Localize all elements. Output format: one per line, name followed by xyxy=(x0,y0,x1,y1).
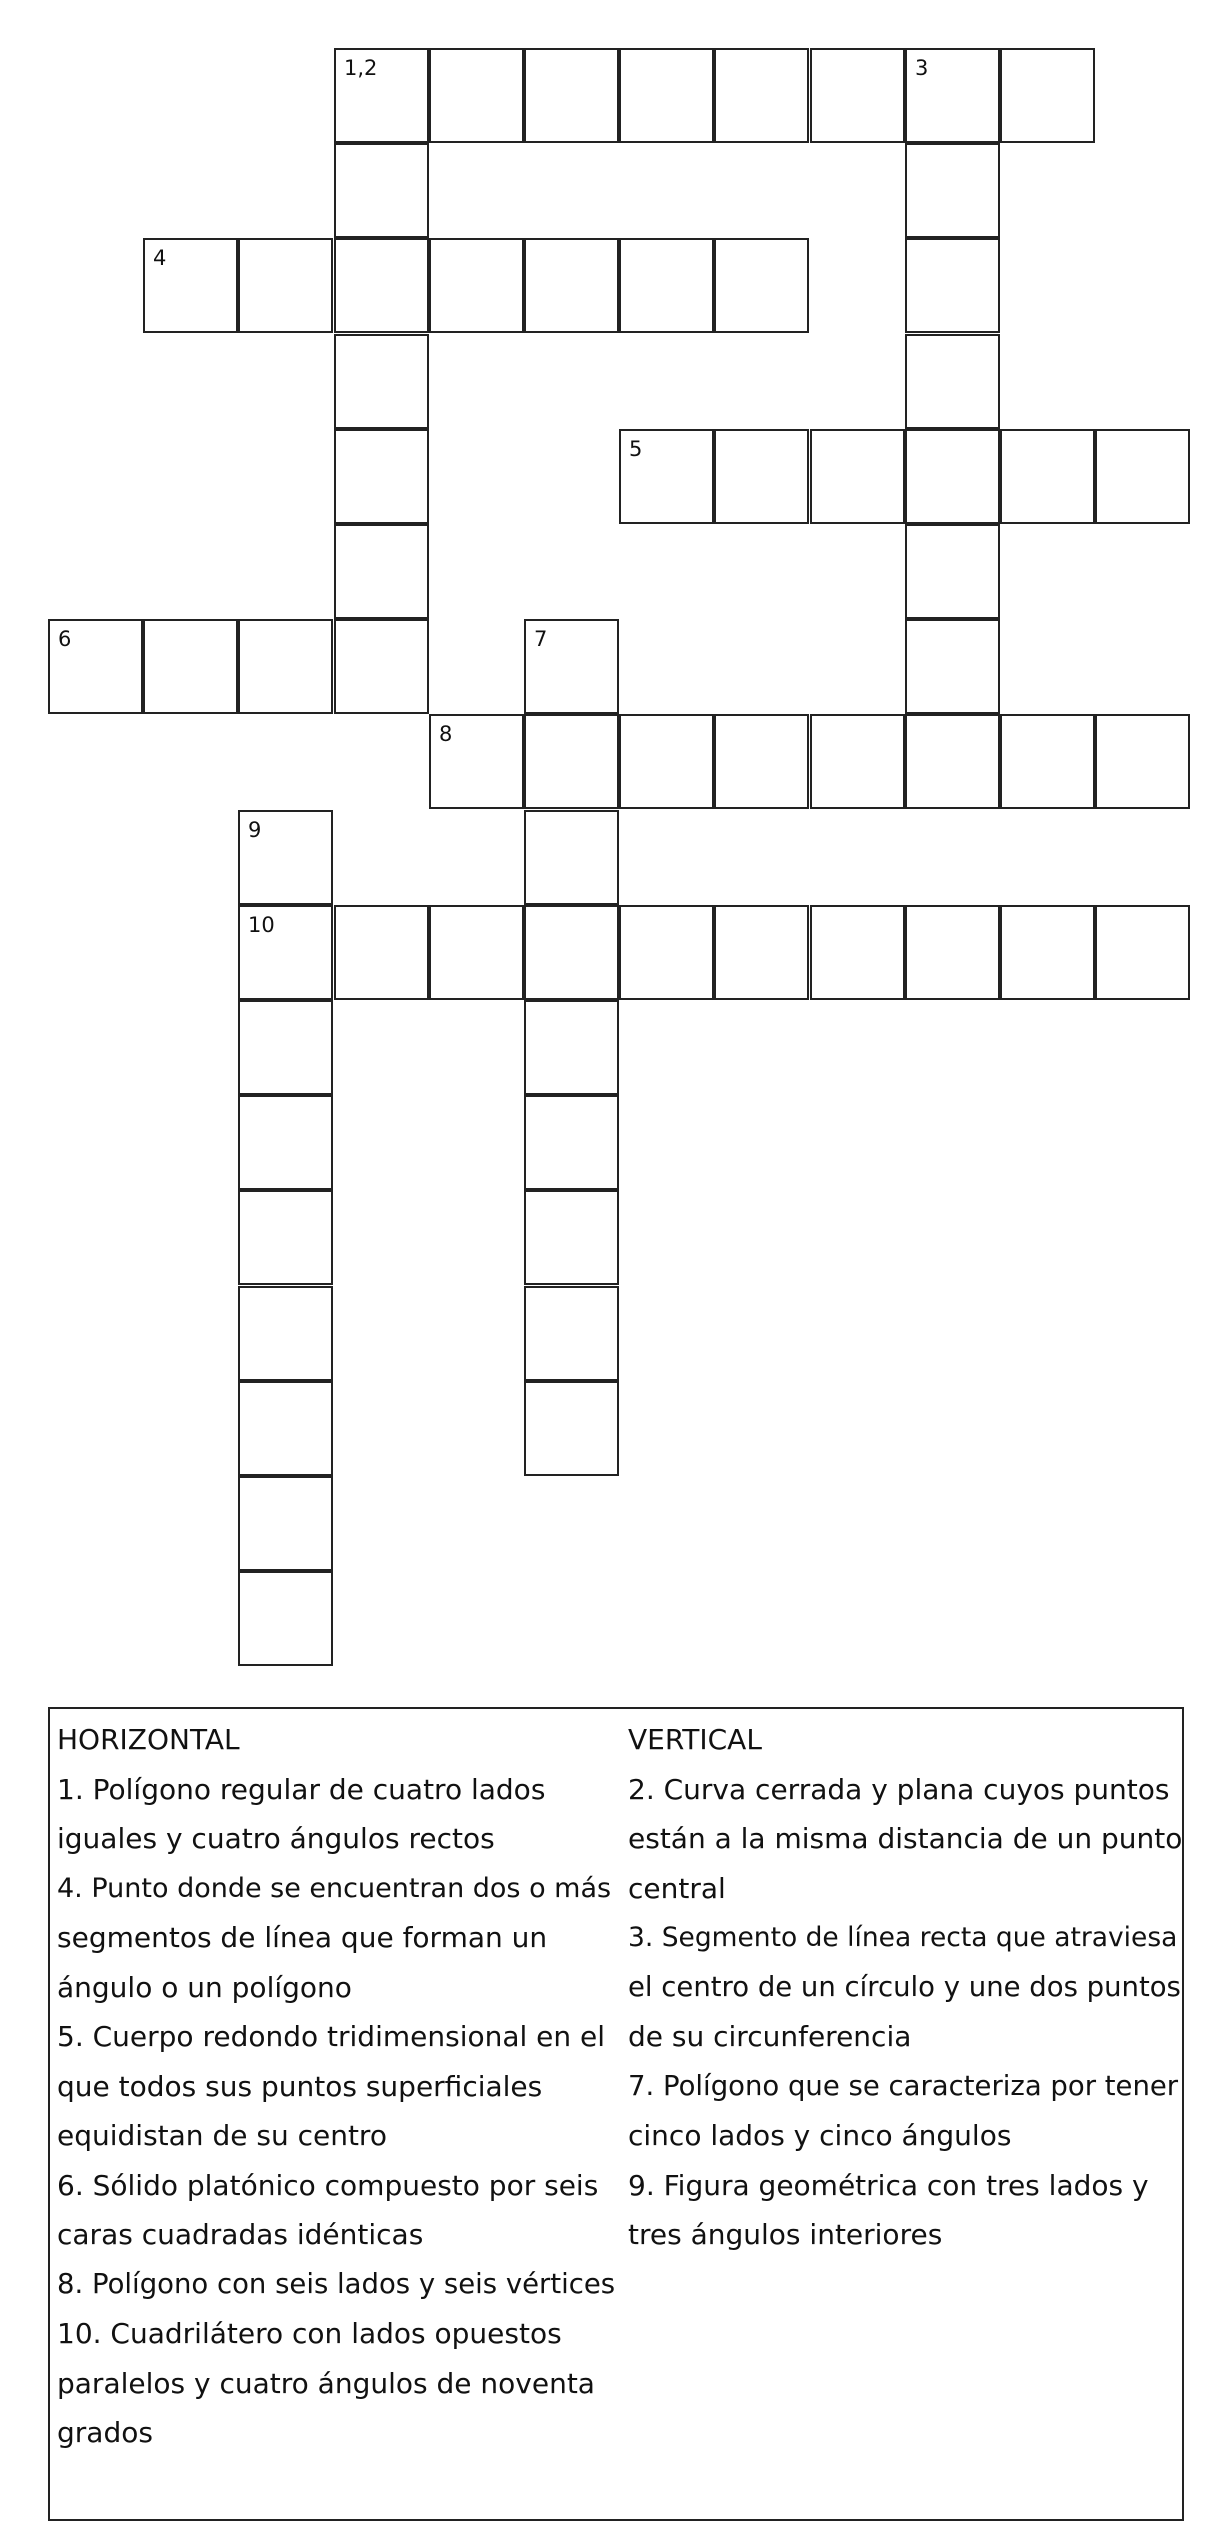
crossword-cell[interactable] xyxy=(810,48,905,143)
crossword-cell[interactable] xyxy=(334,429,429,524)
clue-line: iguales y cuatro ángulos rectos xyxy=(57,1822,495,1855)
crossword-cell[interactable] xyxy=(334,334,429,429)
clue-line: 2. Curva cerrada y plana cuyos puntos xyxy=(628,1772,1170,1806)
crossword-cell[interactable] xyxy=(143,619,238,714)
crossword-cell[interactable] xyxy=(524,48,619,143)
crossword-cell[interactable] xyxy=(334,905,429,1000)
crossword-cell[interactable] xyxy=(429,905,524,1000)
crossword-cell[interactable] xyxy=(48,619,143,714)
crossword-cell[interactable] xyxy=(905,619,1000,714)
crossword-cell[interactable] xyxy=(905,714,1000,809)
crossword-cell[interactable] xyxy=(1095,429,1190,524)
horizontal-heading: HORIZONTAL xyxy=(57,1723,240,1756)
clue-line: 10. Cuadrilátero con lados opuestos xyxy=(57,2317,562,2350)
crossword-cell[interactable] xyxy=(619,714,714,809)
crossword-cell[interactable] xyxy=(334,238,429,333)
crossword-cell[interactable] xyxy=(238,1095,333,1190)
clue-number: 8 xyxy=(439,722,453,746)
crossword-cell[interactable] xyxy=(619,48,714,143)
clue-number: 6 xyxy=(58,627,72,651)
crossword-cell[interactable] xyxy=(524,238,619,333)
crossword-cell[interactable] xyxy=(524,714,619,809)
clue-line: 8. Polígono con seis lados y seis vértices xyxy=(57,2267,616,2300)
crossword-cell[interactable] xyxy=(714,905,809,1000)
clue-line: 3. Segmento de línea recta que atraviesa xyxy=(628,1922,1178,1953)
vertical-heading: VERTICAL xyxy=(628,1723,762,1756)
crossword-cell[interactable] xyxy=(714,429,809,524)
crossword-cell[interactable] xyxy=(429,714,524,809)
clue-number: 9 xyxy=(248,818,262,842)
crossword-cell[interactable] xyxy=(524,1000,619,1095)
crossword-cell[interactable] xyxy=(429,48,524,143)
clue-line: 4. Punto donde se encuentran dos o más xyxy=(57,1872,612,1904)
crossword-cell[interactable] xyxy=(524,810,619,905)
crossword-cell[interactable] xyxy=(524,1095,619,1190)
clue-line: están a la misma distancia de un punto xyxy=(628,1822,1183,1855)
crossword-cell[interactable] xyxy=(905,143,1000,238)
clue-line: 1. Polígono regular de cuatro lados xyxy=(57,1772,546,1806)
clue-line: 7. Polígono que se caracteriza por tener xyxy=(628,2069,1179,2102)
clue-number: 10 xyxy=(248,913,275,937)
clue-line: el centro de un círculo y une dos puntos xyxy=(628,1970,1181,2003)
crossword-cell[interactable] xyxy=(238,1286,333,1381)
crossword-cell[interactable] xyxy=(619,905,714,1000)
crossword-cell[interactable] xyxy=(524,619,619,714)
clue-line: 6. Sólido platónico compuesto por seis xyxy=(57,2168,599,2202)
crossword-cell[interactable] xyxy=(334,143,429,238)
crossword-cell[interactable] xyxy=(238,238,333,333)
clue-number: 7 xyxy=(534,627,548,651)
clue-line: caras cuadradas idénticas xyxy=(57,2218,424,2251)
clue-line: grados xyxy=(57,2416,153,2449)
crossword-cell[interactable] xyxy=(714,48,809,143)
crossword-cell[interactable] xyxy=(714,238,809,333)
crossword-cell[interactable] xyxy=(619,429,714,524)
crossword-cell[interactable] xyxy=(143,238,238,333)
crossword-cell[interactable] xyxy=(334,524,429,619)
crossword-cell[interactable] xyxy=(238,905,333,1000)
crossword-cell[interactable] xyxy=(238,1571,333,1666)
crossword-cell[interactable] xyxy=(524,1381,619,1476)
crossword-cell[interactable] xyxy=(1095,714,1190,809)
clue-line: ángulo o un polígono xyxy=(57,1970,352,2004)
crossword-cell[interactable] xyxy=(1095,905,1190,1000)
clue-line: paralelos y cuatro ángulos de noventa xyxy=(57,2366,595,2400)
clue-line: 9. Figura geométrica con tres lados y xyxy=(628,2168,1149,2202)
crossword-cell[interactable] xyxy=(238,810,333,905)
crossword-cell[interactable] xyxy=(1000,429,1095,524)
crossword-cell[interactable] xyxy=(1000,48,1095,143)
crossword-cell[interactable] xyxy=(905,905,1000,1000)
clue-number: 1,2 xyxy=(344,56,378,80)
clue-line: de su circunferencia xyxy=(628,2020,912,2053)
crossword-cell[interactable] xyxy=(810,714,905,809)
crossword-cell[interactable] xyxy=(238,1381,333,1476)
crossword-cell[interactable] xyxy=(429,238,524,333)
crossword-cell[interactable] xyxy=(905,48,1000,143)
crossword-cell[interactable] xyxy=(524,1190,619,1285)
clue-line: que todos sus puntos superficiales xyxy=(57,2069,543,2103)
crossword-cell[interactable] xyxy=(905,334,1000,429)
clue-line: equidistan de su centro xyxy=(57,2119,387,2152)
crossword-cell[interactable] xyxy=(619,238,714,333)
vertical-clues xyxy=(628,1715,1183,2260)
clues-panel xyxy=(48,1707,1184,2521)
clue-line: 5. Cuerpo redondo tridimensional en el xyxy=(57,2020,606,2053)
crossword-cell[interactable] xyxy=(238,1000,333,1095)
crossword-cell[interactable] xyxy=(524,905,619,1000)
clue-line: segmentos de línea que forman un xyxy=(57,1921,548,1954)
crossword-cell[interactable] xyxy=(1000,714,1095,809)
clue-number: 4 xyxy=(153,246,167,270)
clue-number: 3 xyxy=(915,56,929,80)
crossword-cell[interactable] xyxy=(810,905,905,1000)
clue-line: tres ángulos interiores xyxy=(628,2218,943,2251)
crossword-cell[interactable] xyxy=(238,1190,333,1285)
crossword-cell[interactable] xyxy=(905,238,1000,333)
crossword-cell[interactable] xyxy=(1000,905,1095,1000)
crossword-cell[interactable] xyxy=(905,524,1000,619)
crossword-cell[interactable] xyxy=(905,429,1000,524)
clue-line: cinco lados y cinco ángulos xyxy=(628,2119,1012,2152)
clue-number: 5 xyxy=(629,437,643,461)
crossword-cell[interactable] xyxy=(524,1286,619,1381)
crossword-cell[interactable] xyxy=(334,619,429,714)
crossword-cell[interactable] xyxy=(714,714,809,809)
clue-line: central xyxy=(628,1871,726,1905)
crossword-cell[interactable] xyxy=(334,48,429,143)
crossword-cell[interactable] xyxy=(238,619,333,714)
crossword-cell[interactable] xyxy=(810,429,905,524)
horizontal-clues xyxy=(57,1715,617,2458)
crossword-cell[interactable] xyxy=(238,1476,333,1571)
